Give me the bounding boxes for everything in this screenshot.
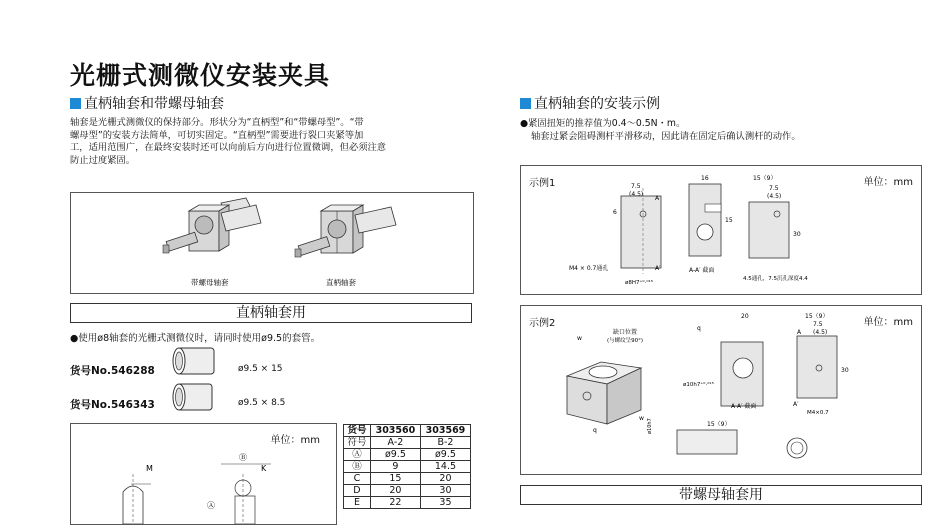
table-cell: 20 — [370, 485, 420, 497]
dim-a-prime: A′ — [655, 265, 661, 272]
dim-7-5-2: 7.5 — [813, 321, 823, 328]
part-size-2: ø9.5 × 8.5 — [238, 398, 286, 408]
torque-note — [520, 117, 801, 143]
nut-bushing-bar-title: 带螺母轴套用 — [520, 485, 922, 505]
example2-drawing — [521, 306, 921, 474]
table-cell: ø9.5 — [420, 449, 470, 461]
dim-4-5-b: (4.5) — [767, 193, 782, 200]
table-cell: 符号 — [344, 437, 371, 449]
left-section-heading-text: 直柄轴套和带螺母轴套 — [84, 96, 224, 112]
torque-note-line: 轴套过紧会阻碍测杆平滑移动，因此请在固定后确认测杆的动作。 — [531, 131, 801, 142]
table-row — [344, 485, 471, 497]
dim-w: w — [577, 335, 582, 342]
dim-15-9-2: 15（9） — [805, 313, 829, 320]
table-cell: Ⓑ — [344, 461, 371, 473]
dim-30-2: 30 — [841, 367, 849, 374]
table-cell: 20 — [420, 473, 470, 485]
dim-h7-2: ø10h7⁺⁰·⁰¹⁵ — [683, 382, 714, 388]
dim-m4: M4 × 0.7通孔 — [569, 265, 609, 272]
table-header-cell: 303569 — [420, 425, 470, 437]
intro-paragraph — [70, 117, 480, 167]
dim-7-5-b: 7.5 — [769, 185, 779, 192]
example1-unit: 单位：mm — [863, 177, 913, 188]
table-row — [344, 473, 471, 485]
intro-line: 轴套是光栅式测微仪的保持部分。形状分为“直柄型”和“带螺母型”。“带 — [70, 117, 364, 128]
example1-box — [520, 165, 922, 295]
dim-7-5: 7.5 — [631, 183, 641, 190]
table-row — [344, 461, 471, 473]
intro-line: 防止过度紧固。 — [70, 154, 136, 166]
table-header-cell: 货号 — [344, 425, 371, 437]
dim-20: 20 — [741, 313, 749, 320]
dim-a-2: A — [797, 329, 802, 336]
slit-label: 缺口位置 — [613, 329, 638, 336]
dim-30: 30 — [793, 231, 801, 238]
blue-square-icon — [520, 98, 531, 109]
table-cell: E — [344, 497, 371, 509]
table-row — [344, 437, 471, 449]
example2-label: 示例2 — [529, 318, 556, 329]
spec-table — [343, 424, 471, 509]
table-cell: 22 — [370, 497, 420, 509]
intro-line: 螺母型”的安装方法简单，可切实固定。“直柄型”需要进行裂口夹紧等加 — [70, 129, 364, 141]
slit-sub: (与螺纹呈90°) — [607, 338, 644, 344]
table-cell: 35 — [420, 497, 470, 509]
dim-6: 6 — [613, 209, 617, 216]
left-section-heading — [70, 93, 224, 113]
dim-k: K — [261, 464, 267, 473]
bushing-figure — [70, 192, 474, 294]
straight-bushing-drawing — [70, 423, 337, 525]
part-number-1: 货号No.546288 — [70, 365, 155, 377]
table-cell: Ⓐ — [344, 449, 371, 461]
blue-square-icon — [70, 98, 81, 109]
sleeve-note: ●使用ø8轴套的光栅式测微仪时，请同时使用ø9.5的套管。 — [70, 333, 321, 344]
dim-a: Ⓐ — [207, 501, 215, 510]
table-row — [344, 497, 471, 509]
right-section-heading — [520, 93, 660, 113]
drawing-unit: 单位：mm — [270, 435, 320, 446]
straight-bushing-illustration — [295, 205, 396, 257]
dim-a-prime-2: A′ — [793, 401, 799, 408]
dim-aa-section: A-A′ 截面 — [689, 267, 715, 274]
torque-note-line: ●紧固扭矩的推荐值为0.4～0.5N・m。 — [520, 118, 686, 129]
dim-hole-note: 4.5通孔，7.5沉孔深度4.4 — [743, 276, 808, 282]
table-row — [344, 449, 471, 461]
part-size-1: ø9.5 × 15 — [238, 364, 283, 374]
dim-a: A — [655, 195, 660, 202]
dim-4-5-2: (4.5) — [813, 329, 828, 336]
dim-m: M — [146, 464, 153, 473]
table-header-cell: 303560 — [370, 425, 420, 437]
dim-15: 15 — [725, 217, 733, 224]
example1-drawing — [521, 166, 921, 294]
dim-15-9: 15（9） — [753, 175, 777, 182]
bushing-illustrations — [71, 193, 473, 293]
dim-h7: ø8H7⁺⁰·⁰¹⁵ — [625, 280, 653, 286]
dim-15-9-3: 15（9） — [707, 421, 731, 428]
right-section-heading-text: 直柄轴套的安装示例 — [534, 96, 660, 112]
dim-4-5: (4.5) — [629, 191, 644, 198]
dimension-sketch — [71, 424, 336, 524]
dim-q: q — [593, 427, 597, 434]
intro-line: 工，适用范围广，在最终安装时还可以向前后方向进行位置微调，但必须注意 — [70, 142, 387, 153]
straight-bushing-label: 直柄轴套 — [326, 278, 356, 287]
part-number-2: 货号No.546343 — [70, 399, 155, 411]
table-cell: 30 — [420, 485, 470, 497]
dim-16: 16 — [701, 175, 709, 182]
example2-unit: 单位：mm — [863, 317, 913, 328]
table-cell: 14.5 — [420, 461, 470, 473]
table-cell: C — [344, 473, 371, 485]
example2-box — [520, 305, 922, 475]
table-cell: 9 — [370, 461, 420, 473]
nut-bushing-illustration — [163, 198, 261, 253]
example1-label: 示例1 — [529, 178, 556, 189]
dim-q-2: q — [697, 325, 701, 332]
dim-w-2: w — [639, 415, 644, 422]
dim-m4-2: M4×0.7 — [807, 410, 829, 416]
nut-bushing-label: 带螺母轴套 — [191, 278, 229, 287]
page-title: 光栅式测微仪安装夹具 — [70, 61, 331, 90]
dim-side-h7: ø10h7 — [647, 418, 653, 434]
table-cell: 15 — [370, 473, 420, 485]
sleeve-long-icon — [170, 344, 218, 378]
sleeve-short-icon — [170, 380, 218, 414]
table-header-row — [344, 425, 471, 437]
straight-bushing-bar-title: 直柄轴套用 — [70, 303, 472, 323]
dim-b: Ⓑ — [239, 453, 247, 462]
table-cell: B-2 — [420, 437, 470, 449]
table-cell: A-2 — [370, 437, 420, 449]
table-cell: ø9.5 — [370, 449, 420, 461]
dim-aa-section-2: A-A′ 截面 — [731, 403, 757, 410]
table-cell: D — [344, 485, 371, 497]
